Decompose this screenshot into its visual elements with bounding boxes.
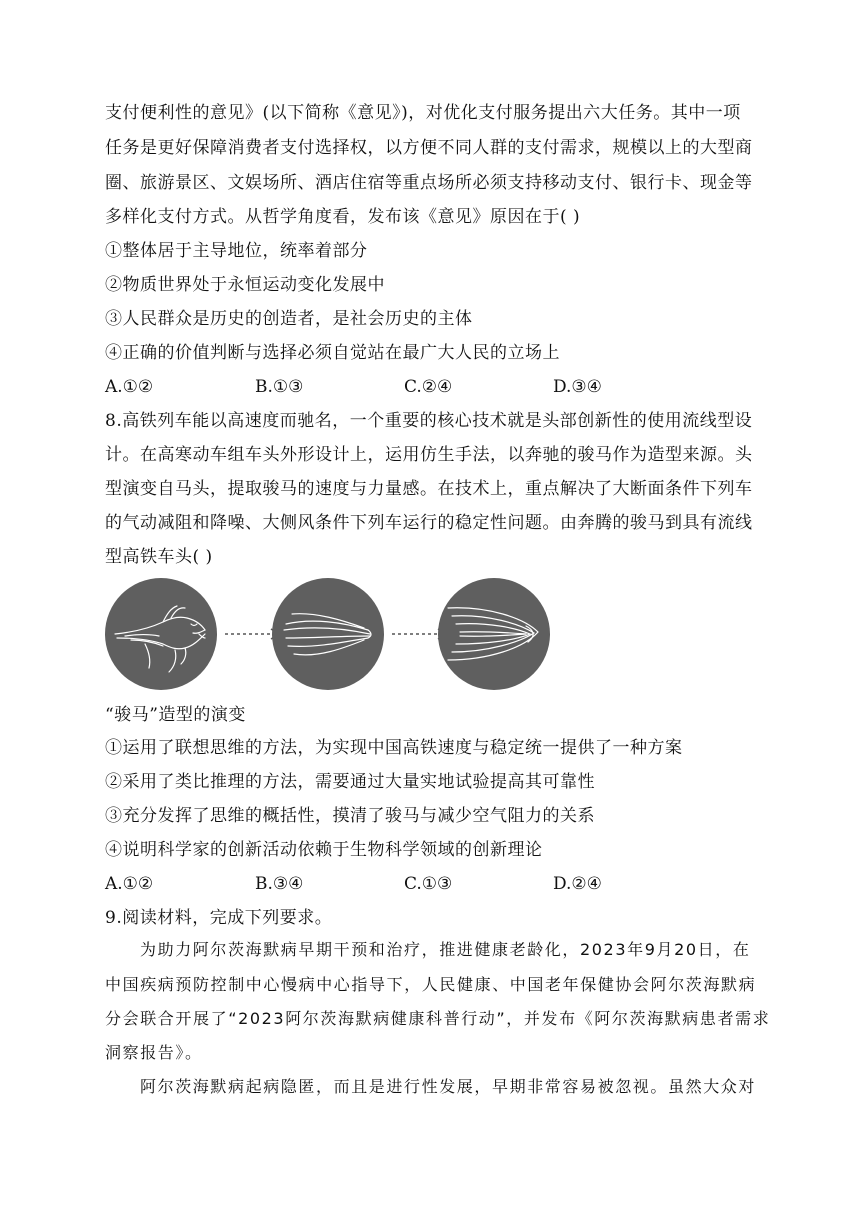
q7-statement-3: ③人民群众是历史的创造者，是社会历史的主体 — [105, 309, 473, 329]
q7-option-c: C.②④ — [404, 377, 453, 397]
q7-option-a: A.①② — [105, 377, 154, 397]
q8-statement-3: ③充分发挥了思维的概括性，摸清了骏马与减少空气阻力的关系 — [105, 806, 595, 826]
q8-statement-2: ②采用了类比推理的方法，需要通过大量实地试验提高其可靠性 — [105, 772, 595, 792]
q7-text-line: 圈、旅游景区、文娱场所、酒店住宿等重点场所必须支持移动支付、银行卡、现金等 — [105, 173, 753, 193]
q9-heading: 9.阅读材料，完成下列要求。 — [105, 908, 333, 928]
q8-statement-1: ①运用了联想思维的方法，为实现中国高铁速度与稳定统一提供了一种方案 — [105, 738, 683, 758]
q9-material-line: 洞察报告》。 — [105, 1043, 203, 1062]
q7-text-line: 任务是更好保障消费者支付选择权，以方便不同人群的支付需求，规模以上的大型商 — [105, 138, 753, 158]
streamline-sketch-illustration — [272, 578, 384, 690]
q7-statement-1: ①整体居于主导地位，统率着部分 — [105, 241, 368, 261]
q9-material-line: 中国疾病预防控制中心慢病中心指导下，人民健康、中国老年保健协会阿尔茨海默病 — [105, 975, 757, 994]
q7-statement-2: ②物质世界处于永恒运动变化发展中 — [105, 275, 385, 295]
train-head-illustration — [438, 578, 550, 690]
q8-text-line: 型高铁车头( ) — [105, 547, 213, 567]
figure-caption: “骏马”造型的演变 — [105, 705, 246, 725]
horse-evolution-figure — [105, 578, 545, 690]
q8-statement-4: ④说明科学家的创新活动依赖于生物科学领域的创新理论 — [105, 840, 543, 860]
q7-text-line: 多样化支付方式。从哲学角度看，发布该《意见》原因在于( ) — [105, 207, 581, 227]
q7-text-line: 支付便利性的意见》(以下简称《意见》)，对优化支付服务提出六大任务。其中一项 — [105, 103, 741, 123]
q8-option-c: C.①③ — [404, 874, 453, 894]
q8-text-line: 计。在高寒动车组车头外形设计上，运用仿生手法，以奔驰的骏马作为造型来源。头 — [105, 445, 753, 465]
horse-head-illustration — [105, 578, 217, 690]
q7-statement-4: ④正确的价值判断与选择必须自觉站在最广大人民的立场上 — [105, 343, 560, 363]
q9-material-line: 阿尔茨海默病起病隐匿，而且是进行性发展，早期非常容易被忽视。虽然大众对 — [140, 1077, 757, 1096]
q7-option-b: B.①③ — [255, 377, 304, 397]
q9-material-line: 为助力阿尔茨海默病早期干预和治疗，推进健康老龄化，2023年9月20日，在 — [140, 940, 751, 959]
q8-option-d: D.②④ — [553, 874, 602, 894]
q8-text-line: 8.高铁列车能以高速度而驰名，一个重要的核心技术就是头部创新性的使用流线型设 — [105, 411, 753, 431]
q8-option-a: A.①② — [105, 874, 154, 894]
q8-text-line: 型演变自马头，提取骏马的速度与力量感。在技术上，重点解决了大断面条件下列车 — [105, 479, 753, 499]
q7-option-d: D.③④ — [553, 377, 602, 397]
q9-material-line: 分会联合开展了“2023阿尔茨海默病健康科普行动”，并发布《阿尔茨海默病患者需求 — [105, 1009, 771, 1028]
q8-option-b: B.③④ — [255, 874, 304, 894]
q8-text-line: 的气动减阻和降噪、大侧风条件下列车运行的稳定性问题。由奔腾的骏马到具有流线 — [105, 513, 753, 533]
